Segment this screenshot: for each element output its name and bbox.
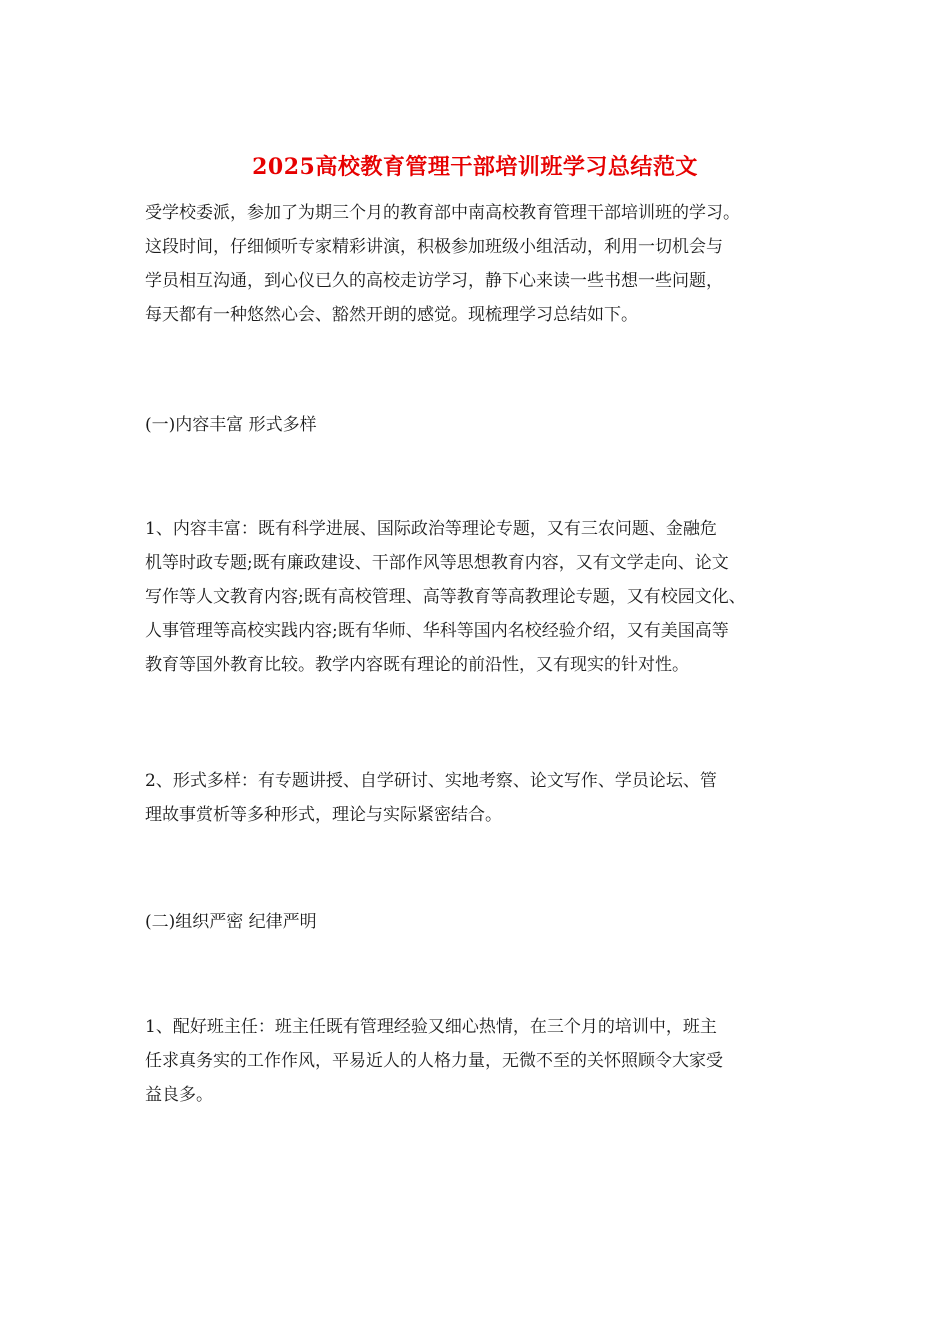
section-heading-2 <box>145 905 825 939</box>
section1-item2-paragraph <box>145 764 825 832</box>
section2-item1-paragraph <box>145 1010 825 1112</box>
paragraph-line: 理故事赏析等多种形式，理论与实际紧密结合。 <box>145 805 502 825</box>
section-heading-text: (一)内容丰富 形式多样 <box>145 415 317 435</box>
intro-line: 受学校委派，参加了为期三个月的教育部中南高校教育管理干部培训班的学习。 <box>145 203 740 223</box>
paragraph-line: 任求真务实的工作作风，平易近人的人格力量，无微不至的关怀照顾令大家受 <box>145 1051 723 1071</box>
section-heading-1 <box>145 408 825 442</box>
intro-line: 学员相互沟通，到心仪已久的高校走访学习，静下心来读一些书想一些问题， <box>145 271 723 291</box>
document-title: 2025高校教育管理干部培训班学习总结范文 <box>252 154 698 180</box>
section-heading-text: (二)组织严密 纪律严明 <box>145 912 317 932</box>
paragraph-line: 1、内容丰富：既有科学进展、国际政治等理论专题，又有三农问题、金融危 <box>145 519 717 539</box>
paragraph-line: 益良多。 <box>145 1085 213 1105</box>
paragraph-line: 写作等人文教育内容;既有高校管理、高等教育等高教理论专题，又有校园文化、 <box>145 587 746 607</box>
intro-line: 这段时间，仔细倾听专家精彩讲演，积极参加班级小组活动，利用一切机会与 <box>145 237 723 257</box>
section1-item1-paragraph <box>145 512 825 682</box>
paragraph-line: 1、配好班主任：班主任既有管理经验又细心热情，在三个月的培训中，班主 <box>145 1017 717 1037</box>
paragraph-line: 人事管理等高校实践内容;既有华师、华科等国内名校经验介绍，又有美国高等 <box>145 621 729 641</box>
intro-line: 每天都有一种悠然心会、豁然开朗的感觉。现梳理学习总结如下。 <box>145 305 638 325</box>
intro-paragraph <box>145 196 825 332</box>
paragraph-line: 机等时政专题;既有廉政建设、干部作风等思想教育内容，又有文学走向、论文 <box>145 553 729 573</box>
paragraph-line: 教育等国外教育比较。教学内容既有理论的前沿性，又有现实的针对性。 <box>145 655 689 675</box>
paragraph-line: 2、形式多样：有专题讲授、自学研讨、实地考察、论文写作、学员论坛、管 <box>145 771 717 791</box>
